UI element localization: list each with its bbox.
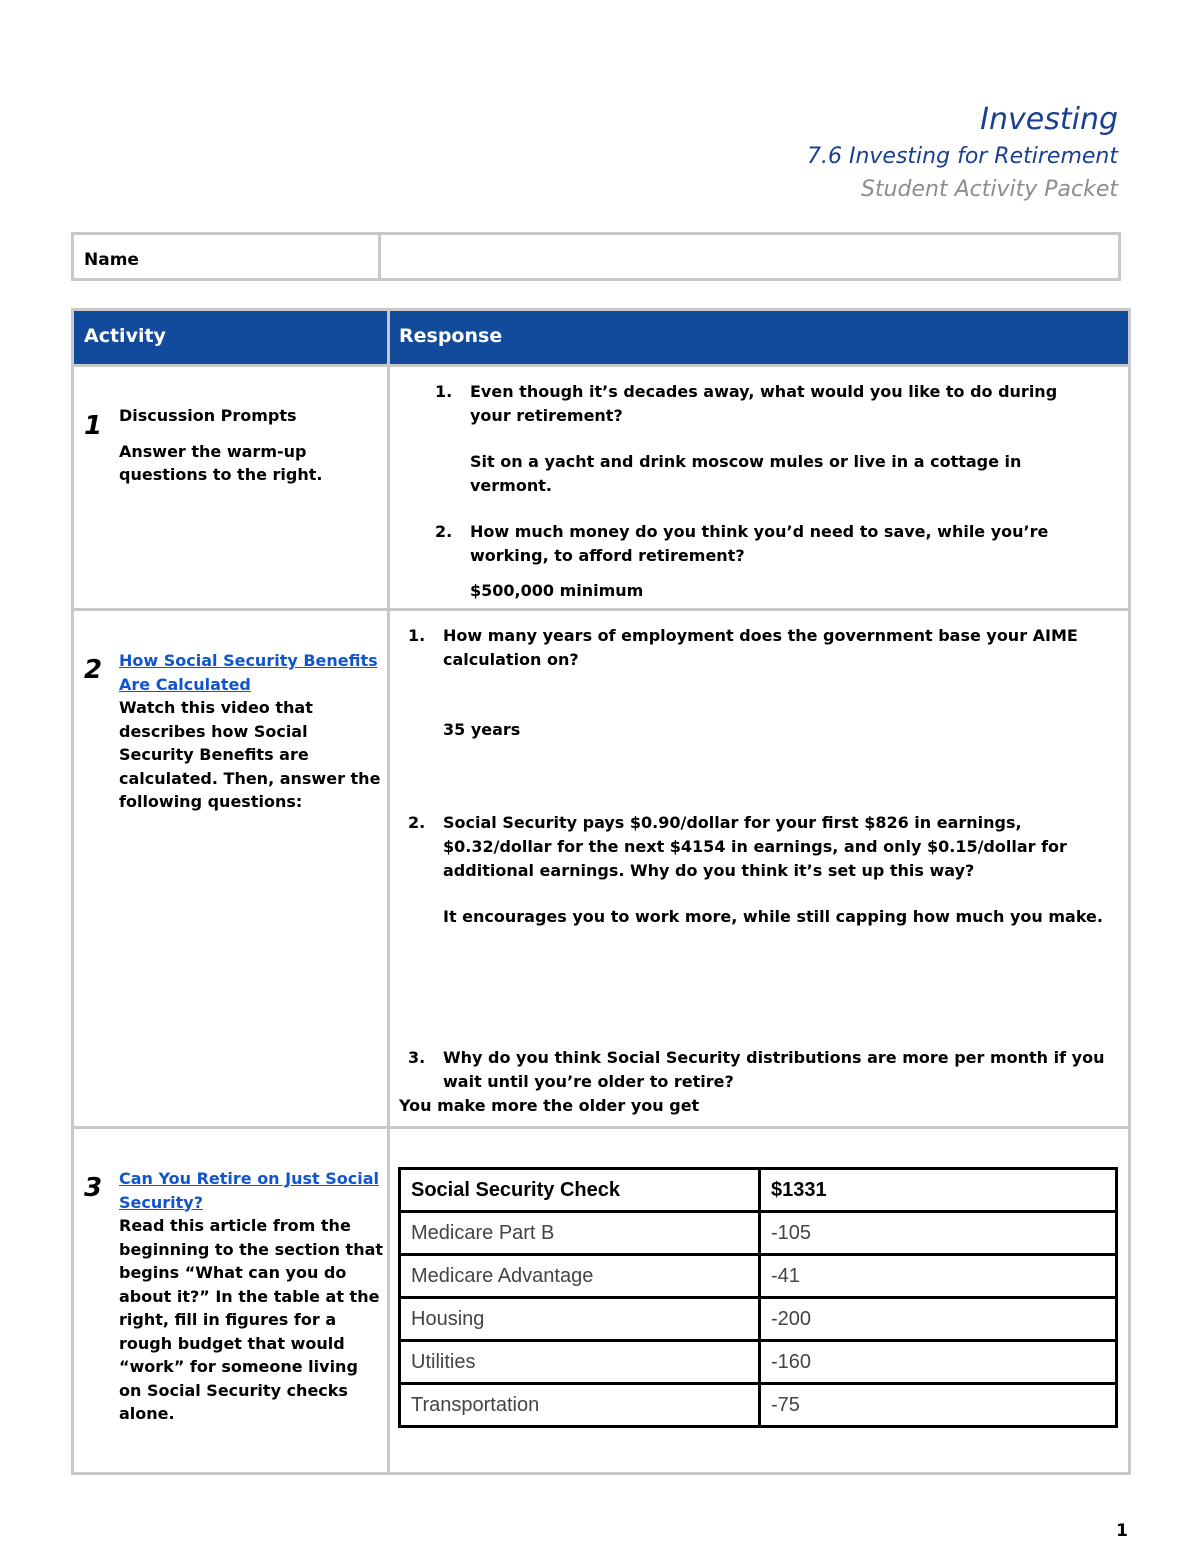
answer-1[interactable]: 35 years	[443, 720, 521, 739]
question-1: 1. How many years of employment does the government base your AIME calculation on?	[408, 626, 1078, 669]
lesson-subtitle: 7.6 Investing for Retirement	[807, 144, 1118, 169]
answer-2[interactable]: It encourages you to work more, while still capping how much you make.	[443, 907, 1103, 926]
budget-amount[interactable]: -75	[760, 1384, 1117, 1427]
question-1: 1. Even though it’s decades away, what would you like to do during your retirement?	[435, 382, 1058, 425]
activity-title: Discussion Prompts	[119, 406, 297, 425]
activity-number: 2	[84, 655, 103, 685]
question-2: 2. Social Security pays $0.90/dollar for your first $826 in earnings, $0.32/dollar for the next $4154 in earnings, and only $0.15/dollar for additional earnings. Why do you think it’s set up this way?	[408, 813, 1067, 880]
budget-item: Medicare Part B	[400, 1212, 760, 1255]
activity-instructions: Read this article from the beginning to the section that begins “What can you do about it?” In the table at the right, fill in figures for a rough budget that would “work” for someone living on Social Security checks alone.	[119, 1216, 384, 1423]
budget-table	[398, 1167, 1118, 1428]
document-header	[807, 100, 1118, 206]
packet-label: Student Activity Packet	[861, 177, 1118, 202]
table-row	[400, 1212, 1117, 1255]
page-number: 1	[1116, 1521, 1128, 1541]
budget-amount[interactable]: -41	[760, 1255, 1117, 1298]
table-row	[400, 1298, 1117, 1341]
table-row	[400, 1255, 1117, 1298]
budget-item: Housing	[400, 1298, 760, 1341]
table-header-row	[74, 311, 1128, 364]
name-table	[71, 232, 1121, 281]
activity-column-header: Activity	[84, 325, 166, 347]
budget-item: Medicare Advantage	[400, 1255, 760, 1298]
name-label: Name	[74, 235, 381, 278]
document-title: Investing	[980, 102, 1118, 137]
budget-amount[interactable]: -105	[760, 1212, 1117, 1255]
activity-number: 1	[84, 411, 103, 441]
activity-table	[71, 308, 1131, 1475]
response-column-header: Response	[399, 325, 503, 347]
question-2: 2. How much money do you think you’d need to save, while you’re working, to afford retirement?	[435, 522, 1049, 565]
name-field[interactable]	[381, 235, 1118, 278]
activity-instructions: Watch this video that describes how Social Security Benefits are calculated. Then, answer the following questions:	[119, 698, 381, 811]
activity-row-1	[74, 364, 1128, 608]
activity-number: 3	[84, 1173, 103, 1203]
answer-2[interactable]: $500,000 minimum	[470, 581, 644, 600]
budget-amount[interactable]: -200	[760, 1298, 1117, 1341]
budget-item: Transportation	[400, 1384, 760, 1427]
activity-row-3	[74, 1126, 1128, 1472]
table-row	[400, 1384, 1117, 1427]
answer-3[interactable]: You make more the older you get	[399, 1096, 700, 1115]
budget-amount[interactable]: -160	[760, 1341, 1117, 1384]
question-3: 3. Why do you think Social Security distributions are more per month if you wait until you’re older to retire?	[408, 1048, 1105, 1091]
video-link[interactable]: How Social Security Benefits Are Calculated	[119, 651, 378, 694]
table-row	[400, 1169, 1117, 1212]
answer-1[interactable]: Sit on a yacht and drink moscow mules or live in a cottage in vermont.	[470, 452, 1022, 495]
budget-item: Utilities	[400, 1341, 760, 1384]
activity-instructions: Answer the warm-up questions to the right.	[119, 441, 323, 484]
activity-row-2	[74, 608, 1128, 1126]
article-link[interactable]: Can You Retire on Just Social Security?	[119, 1169, 379, 1212]
budget-amount[interactable]: $1331	[760, 1169, 1117, 1212]
table-row	[400, 1341, 1117, 1384]
budget-item: Social Security Check	[400, 1169, 760, 1212]
